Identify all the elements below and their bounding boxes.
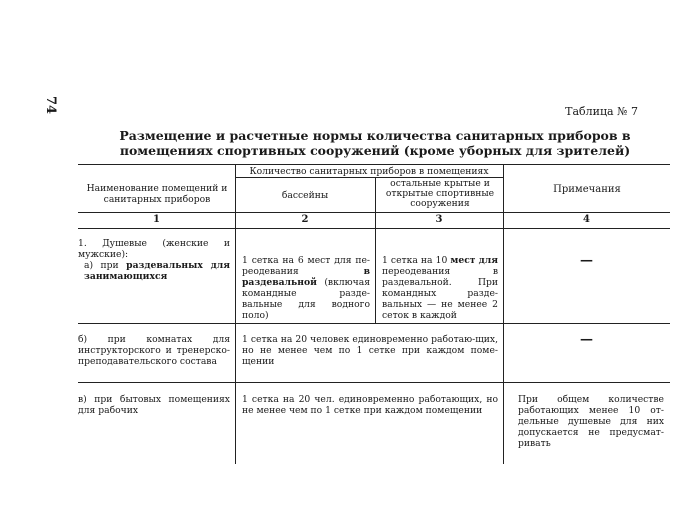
row2-merged-norm: 1 сетка на 20 человек единовременно работаю-щих, но не менее чем по 1 сетке при каждом поме-щении (242, 334, 498, 367)
rule-top (78, 164, 670, 165)
row1-note: — (580, 253, 593, 268)
rule-row2-bottom (78, 382, 670, 383)
row1-name-item (78, 260, 230, 282)
col-divider-2-body (375, 228, 376, 323)
col-number-4: 4 (583, 214, 590, 225)
table-label: Таблица № 7 (565, 105, 638, 118)
col-number-1: 1 (153, 214, 160, 225)
row3-name: в) при бытовых помещениях для рабочих (78, 394, 230, 416)
header-count-group: Количество санитарных приборов в помещениях (249, 166, 489, 177)
rule-header-bottom (78, 212, 670, 213)
table-title: Размещение и расчетные нормы количества санитарных приборов в помещениях спортивных сооружений (кроме уборных для зрителей) (119, 128, 631, 158)
rule-row1-bottom (78, 323, 670, 324)
row1-other-norm: 1 сетка на 10 мест для переодевания в раздевальной. При командных разде-вальных — не менее 2 сеток в каждой (382, 255, 498, 321)
header-other-facilities: остальные крытые и открытые спортивные сооружения (385, 178, 495, 209)
row2-note: — (580, 332, 593, 347)
row1-pools-norm: 1 сетка на 6 мест для пе- реодевания в раздевальной (включая командные разде-вальные для водного поло) (242, 255, 370, 321)
header-name: Наименование помещений и санитарных приборов (86, 183, 228, 205)
row3-note: При общем количестве работающих менее 10 от-дельные душевые для них допускается не предусмат-ривать (518, 394, 664, 449)
header-pools: бассейны (281, 190, 329, 201)
header-notes: Примечания (553, 184, 621, 195)
row3-merged-norm: 1 сетка на 20 чел. единовременно работающих, но не менее чем по 1 сетке при каждом помещении (242, 394, 498, 416)
col-divider-1-body (235, 228, 236, 464)
page-number: 74 (43, 96, 58, 115)
row2-name: б) при комнатах для инструкторского и тренерско-преподавательского состава (78, 334, 230, 367)
row1-name (78, 238, 230, 282)
col-number-3: 3 (435, 214, 443, 225)
rule-numbers-bottom (78, 228, 670, 229)
row1-name-intro: 1. Душевые (женские и мужские): (78, 238, 230, 260)
row1-name-bold: раздевальных для занимающихся (84, 260, 230, 282)
row1-name-prefix: а) при (84, 260, 119, 271)
col-number-2: 2 (301, 214, 309, 225)
sanitary-fixtures-table (78, 164, 670, 464)
